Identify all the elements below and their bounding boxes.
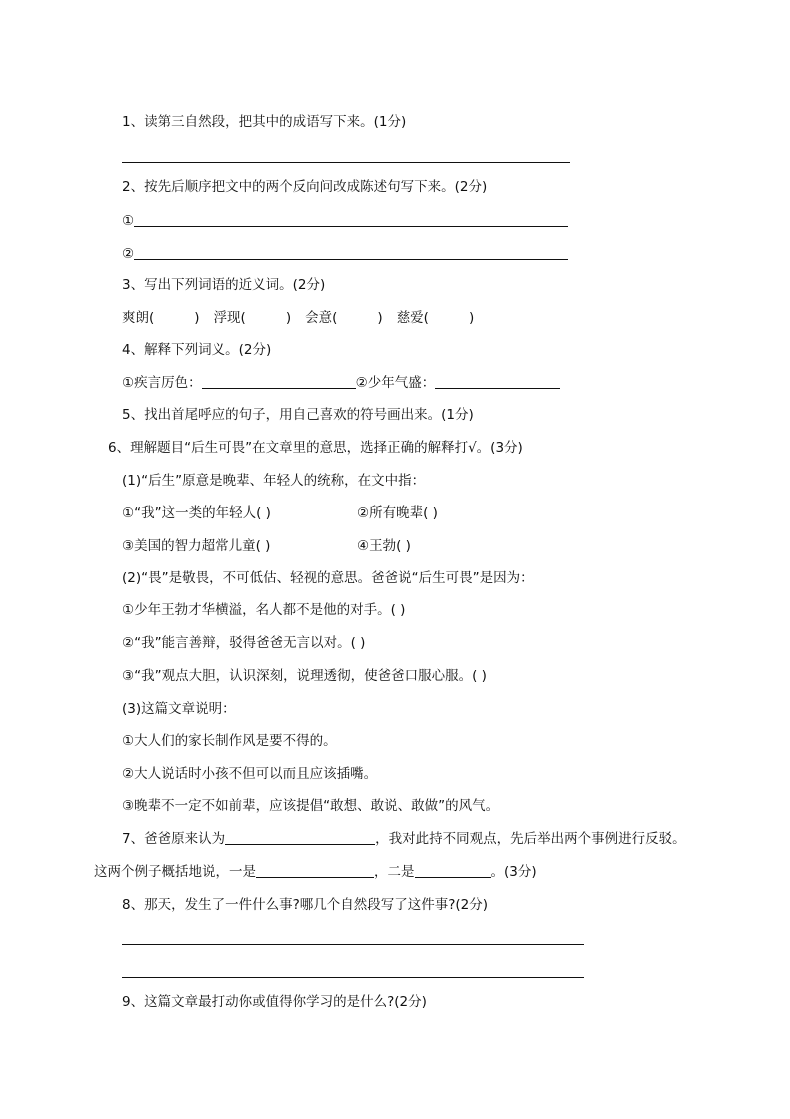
- close-2: ): [285, 310, 292, 326]
- word-2: 浮现(: [213, 310, 246, 326]
- q7-pre: 7、爸爸原来认为: [122, 831, 226, 847]
- question-5: 5、找出首尾呼应的句子，用自己喜欢的符号画出来。(1分): [122, 407, 474, 423]
- q6-option-1d: ④王勃( ): [357, 538, 411, 554]
- question-7-line-2: [94, 863, 537, 881]
- q6-part-1: (1)“后生”原意是晚辈、年轻人的统称，在文中指：: [122, 473, 426, 489]
- question-3: 3、写出下列词语的近义词。(2分): [122, 277, 326, 293]
- term-b: ②少年气盛：: [355, 375, 436, 391]
- q6-option-3c: ③晚辈不一定不如前辈，应该提倡“敢想、敢说、敢做”的风气。: [122, 798, 500, 814]
- q7-mid: ，我对此持不同观点，先后举出两个事例进行反驳。: [375, 831, 686, 847]
- definition-row: [122, 374, 560, 392]
- q7-l2b: ，二是: [374, 864, 415, 880]
- q6-option-2a: ①少年王勃才华横溢，名人都不是他的对手。( ): [122, 602, 406, 618]
- word-4: 慈爱(: [396, 310, 429, 326]
- q6-option-3b: ②大人说话时小孩不但可以而且应该插嘴。: [122, 766, 378, 782]
- q6-option-1a: ①“我”这一类的年轻人( ): [122, 505, 271, 521]
- answer-line-q1: [122, 162, 570, 163]
- q6-option-3a: ①大人们的家长制作风是要不得的。: [122, 733, 337, 749]
- q6-part-2: (2)“畏”是敬畏，不可低估、轻视的意思。爸爸说“后生可畏”是因为：: [122, 570, 534, 586]
- answer-line-q8-2: [122, 977, 584, 978]
- term-a: ①疾言厉色：: [122, 375, 202, 391]
- q7-l2a: 这两个例子概括地说，一是: [94, 864, 256, 880]
- answer-line-q8-1: [122, 944, 584, 945]
- q6-option-1c: ③美国的智力超常儿童( ): [122, 538, 271, 554]
- question-1: 1、读第三自然段，把其中的成语写下来。(1分): [122, 114, 407, 130]
- blank-term-a: [202, 374, 356, 389]
- close-4: ): [468, 310, 475, 326]
- answer-row-q2-1: [122, 212, 568, 230]
- blank-q7-2: [256, 863, 374, 878]
- question-6: 6、理解题目“后生可畏”在文章里的意思，选择正确的解释打√。(3分): [108, 440, 523, 456]
- answer-row-q2-2: [122, 245, 568, 263]
- blank-term-b: [435, 374, 560, 389]
- q7-l2c: 。(3分): [490, 864, 537, 880]
- marker-1: ①: [122, 213, 135, 229]
- q6-part-3: (3)这篇文章说明：: [122, 701, 236, 717]
- word-3: 会意(: [305, 310, 338, 326]
- question-9: 9、这篇文章最打动你或值得你学习的是什么?(2分): [122, 994, 427, 1010]
- synonym-row: [122, 309, 474, 327]
- close-1: ): [194, 310, 200, 326]
- q6-option-1b: ②所有晚辈( ): [357, 505, 438, 521]
- question-4: 4、解释下列词义。(2分): [122, 342, 272, 358]
- blank-q7-3: [415, 863, 491, 878]
- blank-q7-1: [225, 830, 375, 845]
- question-8: 8、那天，发生了一件什么事?哪几个自然段写了这件事?(2分): [122, 897, 489, 913]
- question-7-line-1: [122, 830, 686, 848]
- marker-2: ②: [122, 246, 135, 262]
- question-2: 2、按先后顺序把文中的两个反向问改成陈述句写下来。(2分): [122, 179, 488, 195]
- close-3: ): [377, 310, 383, 326]
- q6-option-2b: ②“我”能言善辩，驳得爸爸无言以对。( ): [122, 635, 366, 651]
- q6-option-2c: ③“我”观点大胆，认识深刻，说理透彻，使爸爸口服心服。( ): [122, 668, 487, 684]
- word-1: 爽朗(: [122, 310, 155, 326]
- blank-q2-2: [134, 245, 568, 260]
- blank-q2-1: [134, 212, 568, 227]
